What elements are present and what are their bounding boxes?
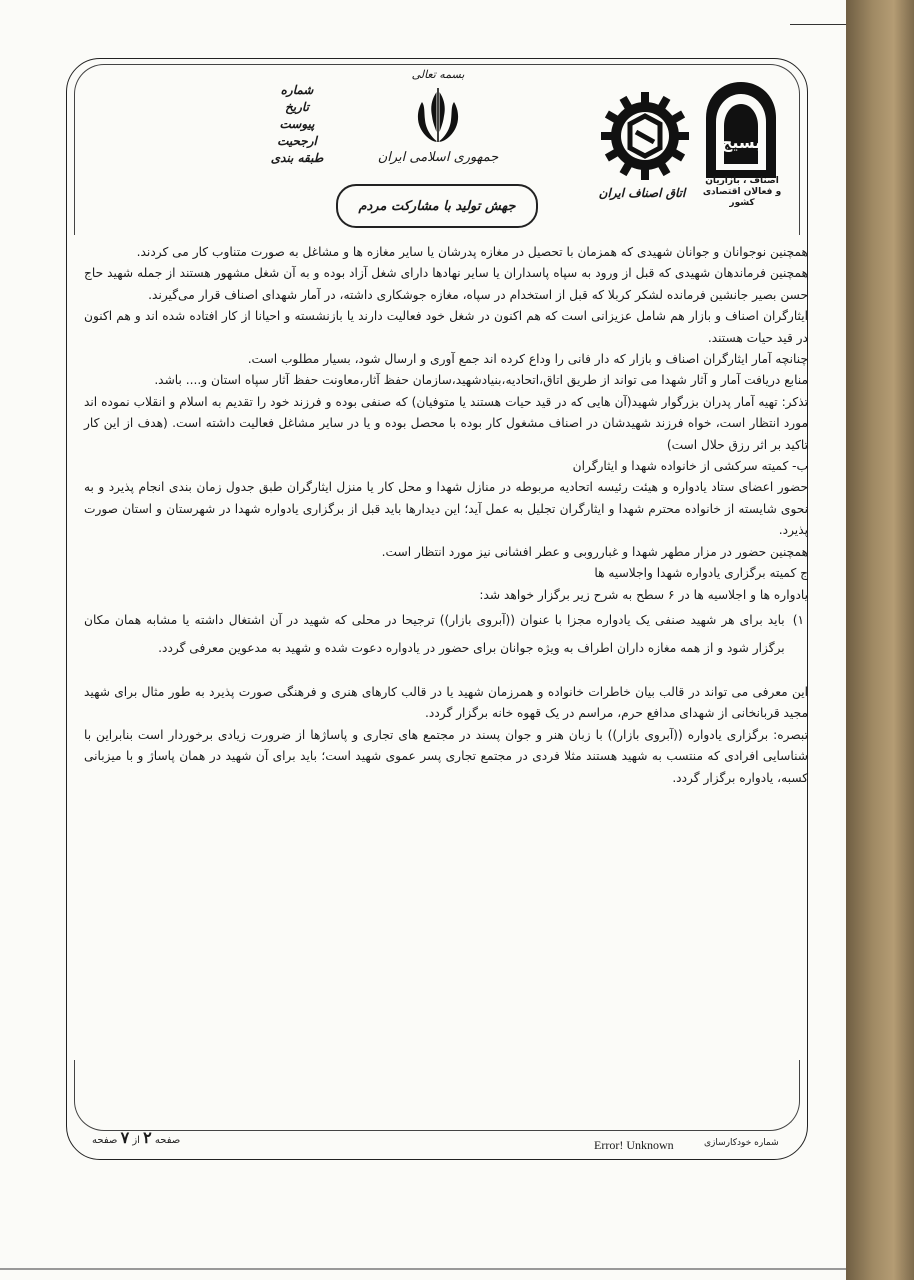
section-heading: ب- کمیته سرکشی از خانواده شهدا و ایثارگران — [572, 459, 808, 474]
guild-caption-line: اصناف ، بازاریان — [705, 176, 779, 186]
paragraph: ایثارگران اصناف و بازار هم شامل عزیزانی است که هم اکنون در شغل خود فعالیت دارند یا بازنشسته و احیانا از کار افتاده شده اند و هم اکنون در قید حیات هستند. — [84, 309, 808, 345]
chamber-name: اتاق اصناف ایران — [598, 186, 686, 200]
page-suffix: صفحه — [92, 1135, 118, 1146]
footer-border — [74, 1060, 800, 1131]
meta-date-label: تاریخ — [285, 100, 309, 114]
document-meta-labels — [262, 82, 332, 167]
chamber-gear-logo-icon — [600, 90, 690, 186]
field-error-text: Error! Unknown — [594, 1138, 674, 1152]
iran-emblem-icon — [408, 84, 468, 148]
guild-caption-line: و فعالان اقتصادی — [702, 187, 782, 197]
slogan-banner — [336, 184, 538, 228]
meta-attachment-label: پیوست — [279, 117, 315, 131]
paragraph: یادواره ها و اجلاسیه ها در ۶ سطح به شرح زیر برگزار خواهد شد: — [479, 587, 808, 602]
guild-caption-line: کشور — [729, 198, 755, 208]
list-item-text: باید برای هر شهید صنفی یک یادواره مجزا با عنوان ((آبروی بازار)) ترجیحا در محلی که شهید در آن اشتغال داشته یا مشابه همان مکان برگزار شود و از همه مغازه داران اطراف به ویژه جوانان برای حضور در یادواره دعوت شده و شهید به مدعوین معرفی گردد. — [84, 612, 785, 655]
page-prefix: صفحه — [154, 1135, 181, 1146]
guild-caption — [694, 176, 790, 209]
list-item — [84, 606, 808, 662]
republic-title: جمهوری اسلامی ایران — [377, 150, 499, 165]
meta-number-label: شماره — [280, 83, 314, 97]
paragraph: این معرفی می تواند در قالب بیان خاطرات خانواده و همرزمان شهید یا در قالب کارهای هنری و فرهنگی صورت پذیرد به طور مثال برای شهید مجید قربانخانی از شهدای مدافع حرم، مراسم در یک قهوه خانه برگزار گردد. — [84, 684, 808, 721]
meta-priority-label: ارجحیت — [277, 134, 317, 148]
paragraph: همچنین فرماندهان شهیدی که قبل از ورود به سپاه پاسداران یا سایر نهادها دارای شغل آزاد بوده و به آن شغل مشهور هستند از جمله شهید حاج حسن بصیر جانشین فرمانده لشکر کربلا که قبل از استخدام در سپاه، مغازه جوشکاری داشته، در آمار شهدای اصناف قرار می‌گیرند. — [84, 266, 808, 302]
page-total: ۷ — [120, 1128, 130, 1147]
page-number: ۲ — [143, 1128, 152, 1147]
section-heading: ج کمیته برگزاری یادواره شهدا واجلاسیه ها — [594, 566, 808, 581]
page-bottom-edge — [0, 1268, 846, 1270]
page-counter — [92, 1128, 180, 1147]
guild-basij-logo-icon — [700, 78, 782, 180]
paragraph: همچنین حضور در مزار مطهر شهدا و غبارروبی و عطر افشانی نیز مورد انتظار است. — [381, 544, 808, 559]
paragraph: حضور اعضای ستاد یادواره و هیئت رئیسه اتحادیه مربوطه در منازل شهدا و محل کار یا منزل ایثارگران طبق جدول زمان بندی انجام پذیرد و به نحوی شایسته از خانواده محترم شهدا و ایثارگران تجلیل به عمل آید؛ این دیدارها باید قبل از برگزاری یادواره شهدا در شهرستان و استان صورت پذیرد. — [84, 480, 808, 538]
paragraph: همچنین نوجوانان و جوانان شهیدی که همزمان با تحصیل در مغازه پدرشان یا سایر مغازه ها و مشاغل به صورت متناوب کار می کردند. — [136, 245, 808, 259]
document-body — [84, 242, 808, 789]
paragraph: منابع دریافت آمار و آثار شهدا می تواند از طریق اتاق،اتحادیه،بنیادشهید،سازمان حفظ آثار،معاونت حفظ آثار سپاه استان و.... باشد. — [154, 373, 808, 388]
list-item-number: ۱) — [792, 612, 804, 627]
binder-edge — [846, 0, 914, 1280]
meta-classification-label: طبقه بندی — [270, 151, 324, 165]
paragraph: چنانچه آمار ایثارگران اصناف و بازار که دار فانی را وداع کرده اند جمع آوری و ارسال شود، بسیار مطلوب است. — [247, 352, 808, 367]
paragraph: تبصره: برگزاری یادواره ((آبروی بازار)) با زبان هنر و جوان پسند در مجتمع های تجاری و پاساژها از ضرورت زیادی برخوردار است بنابراین با شناسایی افرادی که منتسب به شهید هستند مثلا فردی در مجتمع تجاری پسر عموی شهید است؛ باید برای آن شهید در همان پاساژ و با میزبانی کسبه، یادواره برگزار گردد. — [84, 727, 808, 785]
doc-number-label: شماره خودکارسازی — [704, 1138, 779, 1148]
margin-rule — [790, 24, 846, 25]
page-of: از — [132, 1135, 140, 1146]
slogan-text: جهش تولید با مشارکت مردم — [358, 198, 516, 214]
paragraph: تذکر: تهیه آمار پدران بزرگوار شهید(آن هایی که در قید حیات هستند یا متوفیان) که صنفی بوده و فرزند خود را تقدیم به اسلام و انقلاب نموده اند مورد انتظار است، خواه فرزند شهیدشان در اصناف مشغول کار بوده با محصل بوده و یا در سایر مشاغل فعالیت داشته است. (هدف از این کار تاکید بر اثر رزق حلال است) — [84, 394, 808, 452]
guild-logo-letters: بسیج — [720, 133, 762, 152]
basmala: بسمه تعالی — [411, 68, 465, 81]
